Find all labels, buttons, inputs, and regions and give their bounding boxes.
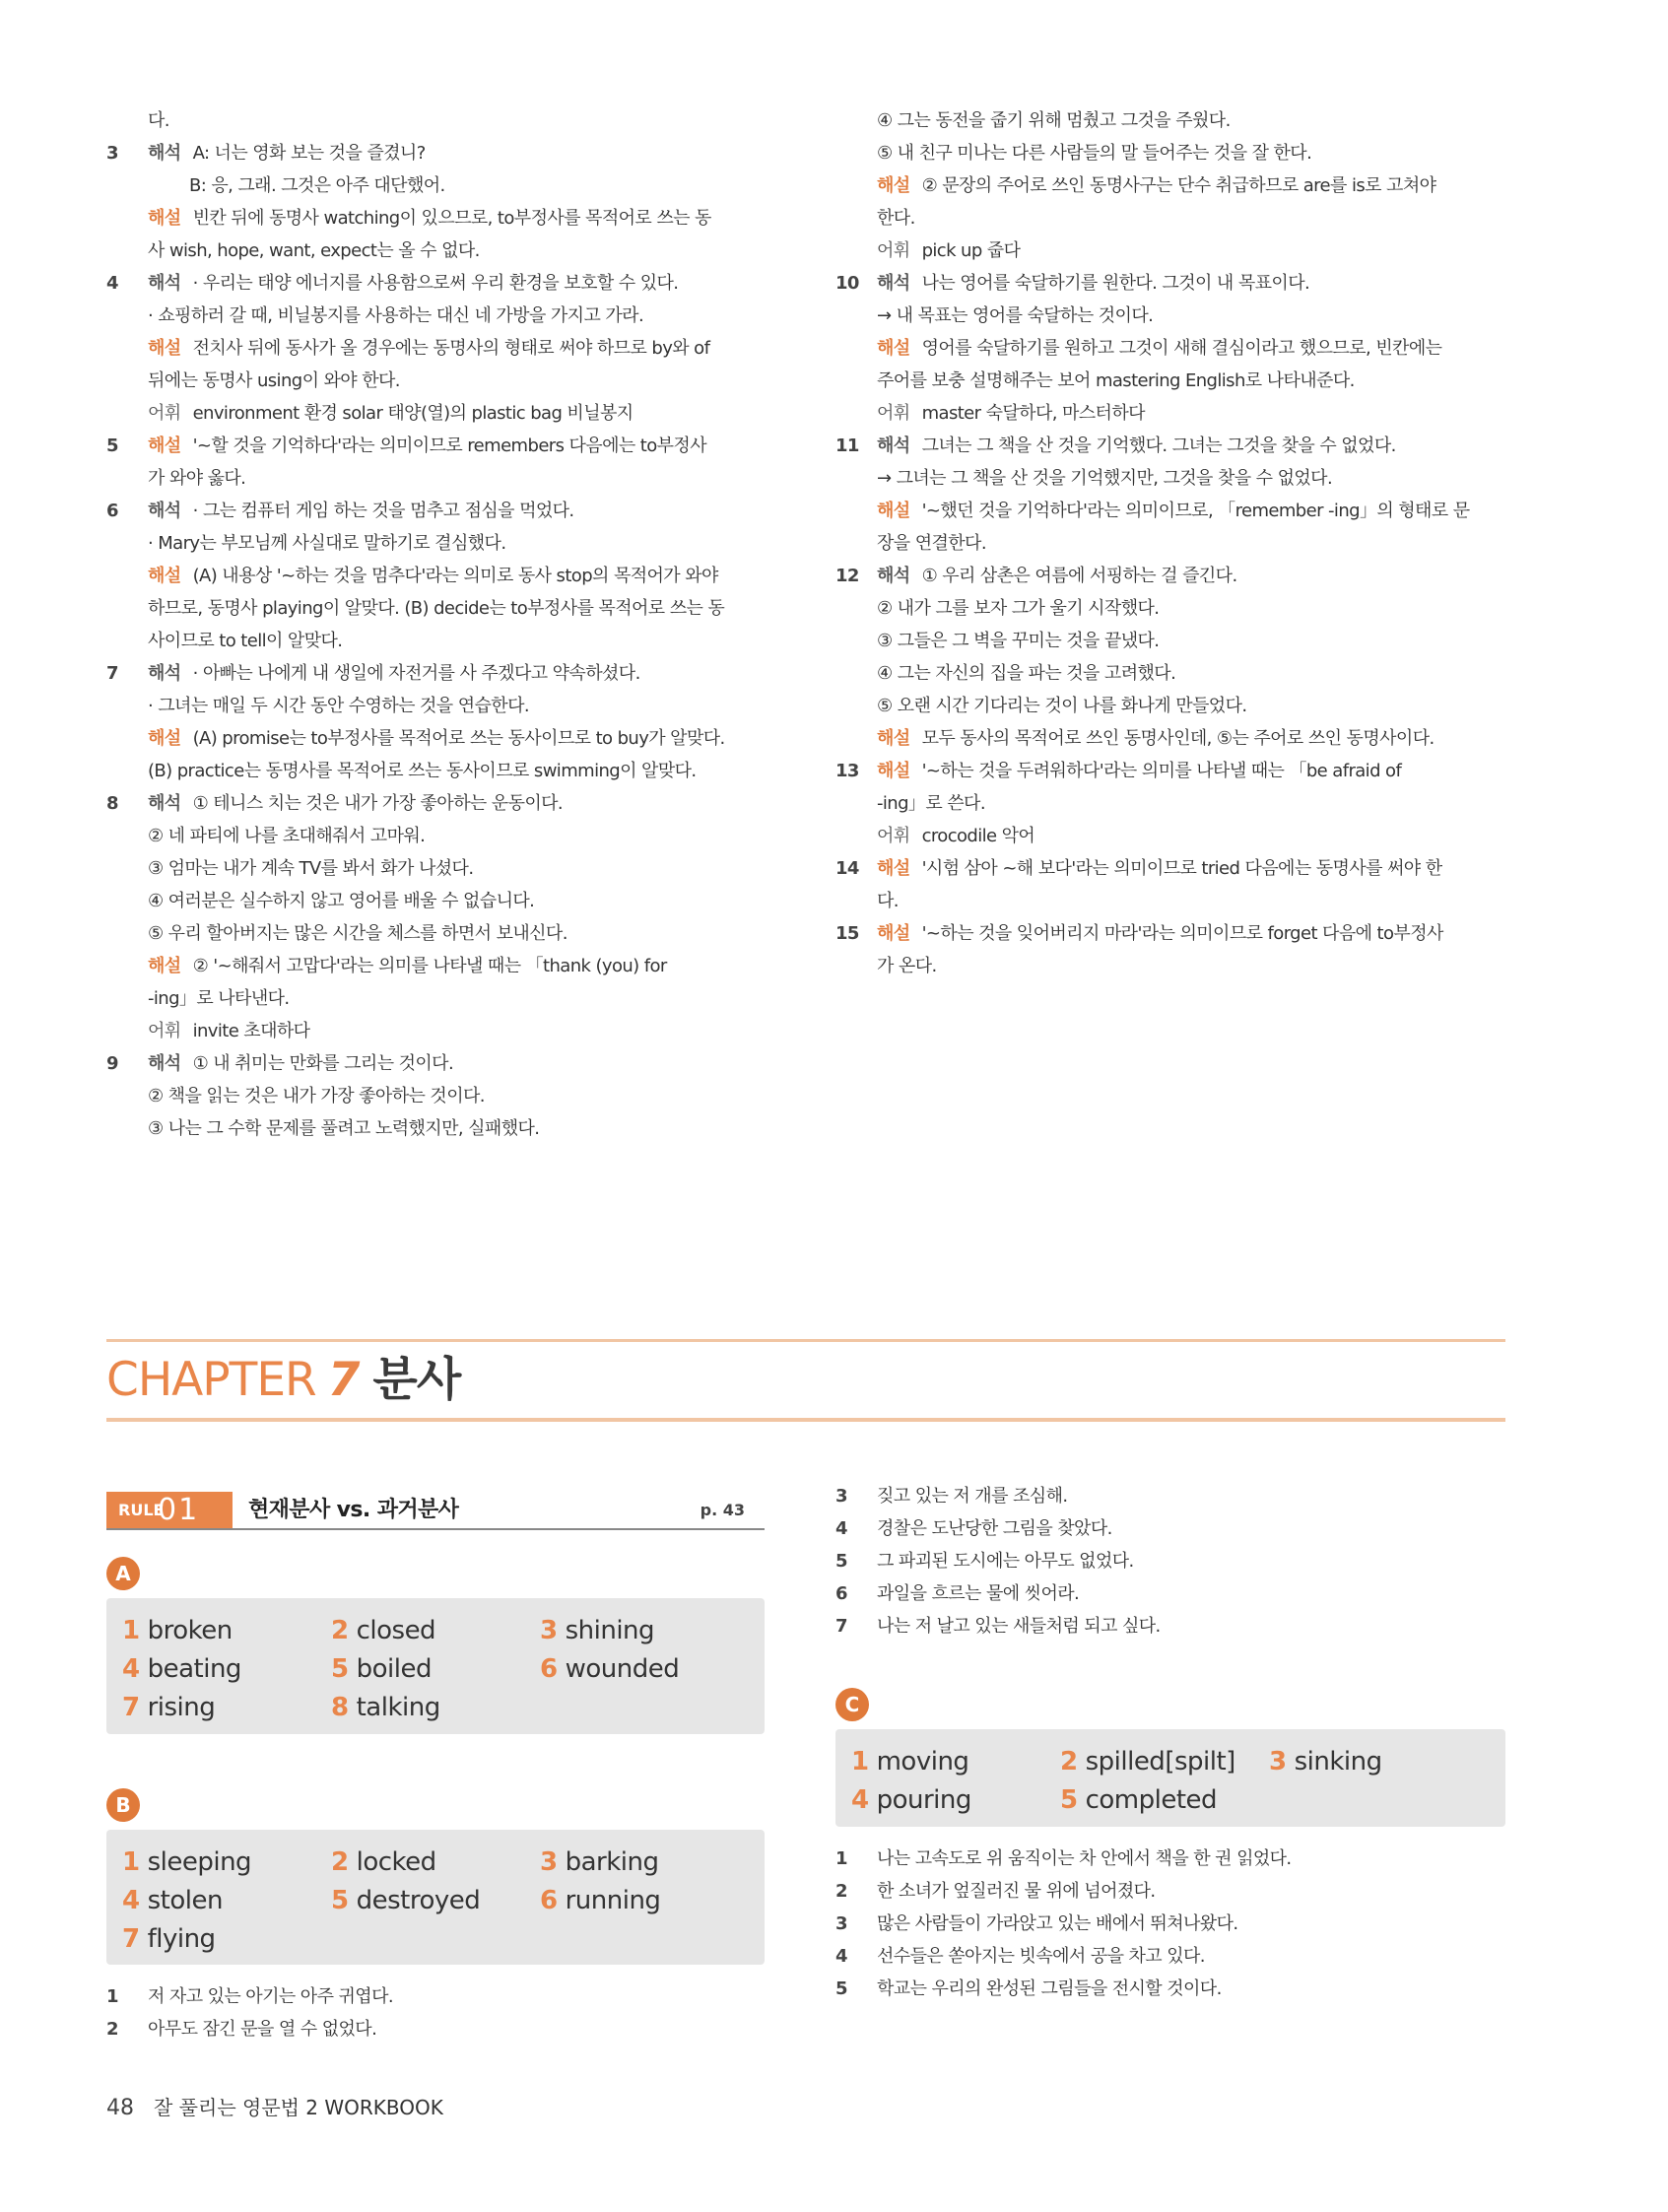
line-text: · 그는 컴퓨터 게임 하는 것을 멈추고 점심을 먹었다. bbox=[192, 501, 574, 521]
explanation-line bbox=[877, 365, 1505, 397]
explanation-line bbox=[877, 235, 1505, 267]
answer-item bbox=[540, 1650, 679, 1689]
explanation-line bbox=[148, 365, 768, 397]
sentence-item bbox=[106, 2013, 765, 2045]
book-title: 잘 풀리는 영문법 2 WORKBOOK bbox=[154, 2096, 443, 2119]
answer-item bbox=[122, 1650, 241, 1689]
line-text: ① 내 취미는 만화를 그리는 것이다. bbox=[192, 1053, 454, 1074]
answer-item bbox=[122, 1920, 216, 1959]
sentence-number: 2 bbox=[106, 2019, 118, 2040]
item-number: 4 bbox=[106, 273, 118, 294]
explanation-line bbox=[148, 1112, 768, 1145]
answer-text: completed bbox=[1085, 1785, 1218, 1815]
answer-text: spilled[spilt] bbox=[1085, 1747, 1235, 1776]
explanation-line bbox=[148, 267, 768, 300]
explanation-line bbox=[877, 527, 1505, 560]
item-number: 15 bbox=[835, 923, 859, 944]
answer-item bbox=[1269, 1743, 1382, 1781]
answer-text: rising bbox=[147, 1693, 216, 1722]
explanation-line bbox=[148, 820, 768, 852]
explanation-line bbox=[148, 332, 768, 365]
line-text: 영어를 숙달하기를 원하고 그것이 새해 결심이라고 했으므로, 빈칸에는 bbox=[921, 338, 1442, 359]
explanation-line bbox=[148, 852, 768, 885]
line-text: ② '~해줘서 고맙다'라는 의미를 나타낼 때는 「thank (you) for bbox=[192, 956, 667, 976]
line-tag: 해석 bbox=[148, 273, 181, 294]
line-text: ② 문장의 주어로 쓰인 동명사구는 단수 취급하므로 are를 is로 고쳐야 bbox=[921, 175, 1436, 196]
section-c-answer-box bbox=[835, 1729, 1505, 1827]
answer-number: 3 bbox=[1269, 1747, 1287, 1776]
answer-text: beating bbox=[147, 1654, 241, 1684]
answer-text: broken bbox=[147, 1616, 233, 1645]
line-tag: 어휘 bbox=[148, 403, 181, 424]
answer-number: 4 bbox=[122, 1654, 140, 1684]
line-text: pick up 줍다 bbox=[921, 240, 1021, 261]
answer-text: talking bbox=[356, 1693, 440, 1722]
answer-text: pouring bbox=[876, 1785, 971, 1815]
explanation-line bbox=[148, 657, 768, 690]
sentence-text: 짖고 있는 저 개를 조심해. bbox=[877, 1486, 1068, 1507]
sentence-number: 4 bbox=[835, 1518, 847, 1539]
explanation-line bbox=[877, 267, 1505, 300]
line-text: ② 네 파티에 나를 초대해줘서 고마워. bbox=[148, 826, 426, 846]
explanation-item bbox=[835, 852, 1505, 917]
line-tag: 해석 bbox=[148, 501, 181, 521]
line-text: ⑤ 내 친구 미나는 다른 사람들의 말 들어주는 것을 잘 한다. bbox=[877, 143, 1312, 164]
explanation-line bbox=[877, 950, 1505, 982]
line-tag: 해석 bbox=[877, 566, 910, 586]
rule-label: RULE bbox=[118, 1501, 165, 1519]
line-tag: 해설 bbox=[877, 858, 910, 879]
explanation-line bbox=[148, 560, 768, 592]
section-c-sentences bbox=[835, 1843, 1505, 2005]
line-text: 사 wish, hope, want, expect는 올 수 없다. bbox=[148, 240, 480, 261]
answer-item bbox=[122, 1843, 251, 1882]
answer-text: closed bbox=[356, 1616, 436, 1645]
line-text: 가 온다. bbox=[877, 956, 937, 976]
sentence-item bbox=[835, 1610, 1505, 1642]
sentence-number: 4 bbox=[835, 1946, 847, 1967]
answer-number: 1 bbox=[851, 1747, 869, 1776]
line-text: · Mary는 부모님께 사실대로 말하기로 결심했다. bbox=[148, 533, 506, 554]
line-text: (B) practice는 동명사를 목적어로 쓰는 동사이므로 swimming이 알맞다. bbox=[148, 761, 697, 781]
line-text: 뒤에는 동명사 using이 와야 한다. bbox=[148, 370, 400, 391]
item-number: 13 bbox=[835, 761, 859, 781]
sentence-text: 학교는 우리의 완성된 그림들을 전시할 것이다. bbox=[877, 1978, 1222, 1999]
answer-text: sinking bbox=[1294, 1747, 1382, 1776]
explanation-line bbox=[877, 722, 1505, 755]
explanation-line bbox=[148, 885, 768, 917]
answer-item bbox=[540, 1843, 658, 1882]
line-text: ⑤ 우리 할아버지는 많은 시간을 체스를 하면서 보내신다. bbox=[148, 923, 567, 944]
line-tag: 해설 bbox=[148, 956, 181, 976]
answer-item bbox=[1060, 1781, 1217, 1820]
answer-number: 7 bbox=[122, 1924, 140, 1954]
line-text: → 그녀는 그 책을 산 것을 기억했지만, 그것을 찾을 수 없었다. bbox=[877, 468, 1333, 489]
line-tag: 해설 bbox=[148, 566, 181, 586]
explanation-line bbox=[877, 592, 1505, 625]
answer-number: 6 bbox=[540, 1654, 558, 1684]
explanation-line bbox=[148, 1080, 768, 1112]
sentence-item bbox=[835, 1480, 1505, 1512]
line-text: '시험 삼아 ~해 보다'라는 의미이므로 tried 다음에는 동명사를 써야 한 bbox=[921, 858, 1442, 879]
explanation-line bbox=[148, 137, 768, 169]
explanation-line bbox=[148, 625, 768, 657]
explanation-line bbox=[148, 592, 768, 625]
rule-badge bbox=[106, 1492, 233, 1529]
answer-text: wounded bbox=[565, 1654, 680, 1684]
sentence-number: 3 bbox=[835, 1486, 847, 1507]
answer-item bbox=[851, 1743, 968, 1781]
explanation-item bbox=[835, 430, 1505, 560]
explanation-item bbox=[106, 104, 768, 137]
answer-number: 2 bbox=[331, 1616, 349, 1645]
explanation-line bbox=[877, 202, 1505, 235]
explanation-line bbox=[877, 137, 1505, 169]
sentence-item bbox=[106, 1980, 765, 2013]
rule-underline bbox=[106, 1528, 765, 1530]
line-text: 전치사 뒤에 동사가 올 경우에는 동명사의 형태로 써야 하므로 by와 of bbox=[192, 338, 710, 359]
line-text: 가 와야 옳다. bbox=[148, 468, 246, 489]
explanation-item bbox=[106, 137, 768, 267]
explanation-line bbox=[877, 625, 1505, 657]
answer-item bbox=[540, 1612, 654, 1650]
line-text: ④ 그는 자신의 집을 파는 것을 고려했다. bbox=[877, 663, 1176, 684]
explanation-line bbox=[148, 462, 768, 495]
explanation-line bbox=[877, 657, 1505, 690]
section-a-badge: A bbox=[106, 1557, 140, 1590]
line-text: 주어를 보충 설명해주는 보어 mastering English로 나타내준다. bbox=[877, 370, 1355, 391]
line-text: 다. bbox=[148, 110, 169, 131]
chapter-top-rule bbox=[106, 1339, 1505, 1342]
explanation-line bbox=[877, 560, 1505, 592]
chapter-word: CHAPTER bbox=[106, 1353, 316, 1407]
answer-item bbox=[331, 1689, 440, 1727]
answer-number: 8 bbox=[331, 1693, 349, 1722]
line-tag: 해설 bbox=[148, 436, 181, 456]
explanation-item bbox=[106, 787, 768, 1047]
explanation-item bbox=[835, 104, 1505, 267]
explanation-line bbox=[877, 852, 1505, 885]
explanation-line bbox=[148, 787, 768, 820]
explanation-line bbox=[148, 950, 768, 982]
sentence-item bbox=[835, 1973, 1505, 2005]
answer-text: flying bbox=[147, 1924, 216, 1954]
answer-number: 1 bbox=[122, 1847, 140, 1877]
sentence-item bbox=[835, 1908, 1505, 1940]
sentence-item bbox=[835, 1512, 1505, 1545]
answer-item bbox=[1060, 1743, 1235, 1781]
explanation-line bbox=[877, 755, 1505, 787]
section-b-answer-box bbox=[106, 1830, 765, 1965]
explanation-item bbox=[106, 430, 768, 495]
explanation-item bbox=[835, 755, 1505, 852]
explanation-line bbox=[148, 202, 768, 235]
explanation-line bbox=[148, 430, 768, 462]
explanation-line bbox=[148, 300, 768, 332]
chapter-topic: 분사 bbox=[372, 1353, 461, 1407]
line-tag: 해설 bbox=[877, 338, 910, 359]
explanation-item bbox=[835, 917, 1505, 982]
explanation-line bbox=[877, 300, 1505, 332]
answer-number: 5 bbox=[331, 1886, 349, 1915]
line-tag: 해석 bbox=[148, 143, 181, 164]
answer-item bbox=[331, 1650, 432, 1689]
answer-text: running bbox=[565, 1886, 661, 1915]
explanation-item bbox=[106, 1047, 768, 1145]
explanation-item bbox=[106, 495, 768, 657]
line-text: ④ 그는 동전을 줍기 위해 멈췄고 그것을 주웠다. bbox=[877, 110, 1231, 131]
answer-text: locked bbox=[356, 1847, 436, 1877]
line-text: 그녀는 그 책을 산 것을 기억했다. 그녀는 그것을 찾을 수 없었다. bbox=[921, 436, 1396, 456]
answer-item bbox=[122, 1689, 215, 1727]
item-number: 9 bbox=[106, 1053, 118, 1074]
chapter-title bbox=[106, 1350, 460, 1411]
explanation-line bbox=[877, 885, 1505, 917]
answer-item bbox=[122, 1612, 233, 1650]
item-number: 6 bbox=[106, 501, 118, 521]
sentence-item bbox=[835, 1843, 1505, 1875]
line-text: ② 책을 읽는 것은 내가 가장 좋아하는 것이다. bbox=[148, 1086, 485, 1106]
line-tag: 어휘 bbox=[877, 403, 910, 424]
line-text: ⑤ 오랜 시간 기다리는 것이 나를 화나게 만들었다. bbox=[877, 696, 1247, 716]
sentence-text: 아무도 잠긴 문을 열 수 없었다. bbox=[148, 2019, 377, 2040]
line-text: · 쇼핑하러 갈 때, 비닐봉지를 사용하는 대신 네 가방을 가지고 가라. bbox=[148, 305, 644, 326]
line-text: → 내 목표는 영어를 숙달하는 것이다. bbox=[877, 305, 1154, 326]
explanation-item bbox=[835, 267, 1505, 430]
line-text: -ing」로 쓴다. bbox=[877, 793, 985, 814]
answer-text: barking bbox=[565, 1847, 659, 1877]
answer-item bbox=[851, 1781, 971, 1820]
answer-text: boiled bbox=[356, 1654, 432, 1684]
sentence-item bbox=[835, 1577, 1505, 1610]
answer-number: 4 bbox=[122, 1886, 140, 1915]
line-tag: 해설 bbox=[148, 728, 181, 749]
line-text: ③ 나는 그 수학 문제를 풀려고 노력했지만, 실패했다. bbox=[148, 1118, 540, 1139]
sentence-number: 1 bbox=[835, 1848, 847, 1869]
item-number: 10 bbox=[835, 273, 859, 294]
explanation-line bbox=[877, 169, 1505, 202]
line-text: (A) promise는 to부정사를 목적어로 쓰는 동사이므로 to buy가 알맞다. bbox=[192, 728, 725, 749]
sentence-text: 많은 사람들이 가라앉고 있는 배에서 뛰쳐나왔다. bbox=[877, 1913, 1238, 1934]
explanation-line bbox=[877, 787, 1505, 820]
chapter-bottom-rule bbox=[106, 1418, 1505, 1422]
line-text: ② 내가 그를 보자 그가 울기 시작했다. bbox=[877, 598, 1160, 619]
answer-text: sleeping bbox=[147, 1847, 252, 1877]
section-b-sentences-left bbox=[106, 1980, 765, 2045]
explanation-line bbox=[148, 917, 768, 950]
line-text: 다. bbox=[877, 891, 899, 911]
sentence-number: 7 bbox=[835, 1616, 847, 1637]
line-text: environment 환경 solar 태양(열)의 plastic bag 비닐봉지 bbox=[192, 403, 634, 424]
explanation-line bbox=[148, 1047, 768, 1080]
sentence-text: 나는 고속도로 위 움직이는 차 안에서 책을 한 권 읽었다. bbox=[877, 1848, 1292, 1869]
answer-item bbox=[331, 1843, 436, 1882]
line-text: ① 우리 삼촌은 여름에 서핑하는 걸 즐긴다. bbox=[921, 566, 1237, 586]
line-text: '~했던 것을 기억하다'라는 의미이므로, 「remember -ing」의 형태로 문 bbox=[921, 501, 1470, 521]
sentence-text: 선수들은 쏟아지는 빗속에서 공을 차고 있다. bbox=[877, 1946, 1205, 1967]
line-text: ④ 여러분은 실수하지 않고 영어를 배울 수 없습니다. bbox=[148, 891, 535, 911]
sentence-item bbox=[835, 1940, 1505, 1973]
sentence-text: 저 자고 있는 아기는 아주 귀엽다. bbox=[148, 1986, 393, 2007]
explanation-line bbox=[877, 462, 1505, 495]
explanation-line bbox=[148, 104, 768, 137]
sentence-text: 과일을 흐르는 물에 씻어라. bbox=[877, 1583, 1080, 1604]
answer-text: destroyed bbox=[356, 1886, 481, 1915]
line-text: 하므로, 동명사 playing이 알맞다. (B) decide는 to부정사를 목적어로 쓰는 동 bbox=[148, 598, 725, 619]
explanation-line bbox=[877, 495, 1505, 527]
explanation-line bbox=[148, 755, 768, 787]
line-tag: 어휘 bbox=[148, 1021, 181, 1041]
sentence-text: 한 소녀가 엎질러진 물 위에 넘어졌다. bbox=[877, 1881, 1156, 1902]
line-tag: 해석 bbox=[877, 436, 910, 456]
answer-number: 6 bbox=[540, 1886, 558, 1915]
item-number: 11 bbox=[835, 436, 859, 456]
sentence-item bbox=[835, 1875, 1505, 1908]
line-tag: 해설 bbox=[148, 208, 181, 229]
rule-header bbox=[106, 1492, 765, 1529]
sentence-number: 5 bbox=[835, 1978, 847, 1999]
explanation-line bbox=[877, 104, 1505, 137]
section-a-answer-box bbox=[106, 1598, 765, 1734]
left-explanations bbox=[106, 104, 768, 1145]
rule-title: 현재분사 vs. 과거분사 bbox=[248, 1498, 459, 1522]
explanation-line bbox=[148, 1015, 768, 1047]
page-number: 48 bbox=[106, 2096, 134, 2120]
line-text: 모두 동사의 목적어로 쓰인 동명사인데, ⑤는 주어로 쓰인 동명사이다. bbox=[921, 728, 1434, 749]
explanation-line bbox=[148, 527, 768, 560]
line-tag: 어휘 bbox=[877, 826, 910, 846]
explanation-line bbox=[148, 169, 768, 202]
line-text: · 아빠는 나에게 내 생일에 자전거를 사 주겠다고 약속하셨다. bbox=[192, 663, 640, 684]
sentence-text: 경찰은 도난당한 그림을 찾았다. bbox=[877, 1518, 1112, 1539]
section-c-badge: C bbox=[835, 1688, 869, 1721]
page-footer bbox=[106, 2093, 443, 2123]
answer-item bbox=[122, 1882, 223, 1920]
line-text: 한다. bbox=[877, 208, 915, 229]
line-text: crocodile 악어 bbox=[921, 826, 1035, 846]
explanation-line bbox=[877, 397, 1505, 430]
sentence-number: 6 bbox=[835, 1583, 847, 1604]
line-text: 장을 연결한다. bbox=[877, 533, 986, 554]
line-text: B: 응, 그래. 그것은 아주 대단했어. bbox=[189, 175, 445, 196]
line-text: · 그녀는 매일 두 시간 동안 수영하는 것을 연습한다. bbox=[148, 696, 529, 716]
answer-number: 1 bbox=[122, 1616, 140, 1645]
explanation-line bbox=[148, 982, 768, 1015]
line-tag: 해석 bbox=[877, 273, 910, 294]
explanation-line bbox=[148, 235, 768, 267]
sentence-text: 나는 저 날고 있는 새들처럼 되고 싶다. bbox=[877, 1616, 1161, 1637]
section-b-sentences-right bbox=[835, 1480, 1505, 1642]
sentence-item bbox=[835, 1545, 1505, 1577]
line-tag: 해석 bbox=[148, 1053, 181, 1074]
explanation-item bbox=[835, 560, 1505, 755]
explanation-line bbox=[148, 397, 768, 430]
answer-number: 5 bbox=[331, 1654, 349, 1684]
sentence-number: 1 bbox=[106, 1986, 118, 2007]
line-tag: 해설 bbox=[877, 923, 910, 944]
line-text: -ing」로 나타낸다. bbox=[148, 988, 290, 1009]
answer-number: 2 bbox=[1060, 1747, 1078, 1776]
item-number: 7 bbox=[106, 663, 118, 684]
line-text: '~할 것을 기억하다'라는 의미이므로 remembers 다음에는 to부정사 bbox=[192, 436, 707, 456]
line-text: '~하는 것을 잊어버리지 마라'라는 의미이므로 forget 다음에 to부정사 bbox=[921, 923, 1443, 944]
line-tag: 해설 bbox=[877, 761, 910, 781]
answer-number: 5 bbox=[1060, 1785, 1078, 1815]
item-number: 3 bbox=[106, 143, 118, 164]
explanation-line bbox=[877, 820, 1505, 852]
rule-page-ref: p. 43 bbox=[700, 1501, 745, 1519]
sentence-text: 그 파괴된 도시에는 아무도 없었다. bbox=[877, 1551, 1134, 1572]
explanation-line bbox=[877, 917, 1505, 950]
rule-number: 01 bbox=[158, 1493, 200, 1527]
sentence-number: 5 bbox=[835, 1551, 847, 1572]
line-text: 빈칸 뒤에 동명사 watching이 있으므로, to부정사를 목적어로 쓰는 동 bbox=[192, 208, 711, 229]
line-text: ③ 엄마는 내가 계속 TV를 봐서 화가 나셨다. bbox=[148, 858, 474, 879]
item-number: 5 bbox=[106, 436, 118, 456]
line-text: ① 테니스 치는 것은 내가 가장 좋아하는 운동이다. bbox=[192, 793, 564, 814]
explanation-item bbox=[106, 657, 768, 787]
answer-number: 3 bbox=[540, 1616, 558, 1645]
explanation-line bbox=[148, 690, 768, 722]
answer-number: 2 bbox=[331, 1847, 349, 1877]
item-number: 14 bbox=[835, 858, 859, 879]
explanation-item bbox=[106, 267, 768, 430]
answer-number: 7 bbox=[122, 1693, 140, 1722]
right-explanations bbox=[835, 104, 1505, 982]
line-tag: 해설 bbox=[877, 728, 910, 749]
line-tag: 해설 bbox=[877, 501, 910, 521]
answer-text: shining bbox=[565, 1616, 655, 1645]
item-number: 12 bbox=[835, 566, 859, 586]
line-tag: 해석 bbox=[148, 663, 181, 684]
line-text: A: 너는 영화 보는 것을 즐겼니? bbox=[192, 143, 426, 164]
line-text: ③ 그들은 그 벽을 꾸미는 것을 끝냈다. bbox=[877, 631, 1160, 651]
line-text: 나는 영어를 숙달하기를 원한다. 그것이 내 목표이다. bbox=[921, 273, 1310, 294]
explanation-line bbox=[148, 495, 768, 527]
answer-text: moving bbox=[876, 1747, 969, 1776]
explanation-line bbox=[877, 430, 1505, 462]
answer-number: 4 bbox=[851, 1785, 869, 1815]
line-text: · 우리는 태양 에너지를 사용함으로써 우리 환경을 보호할 수 있다. bbox=[192, 273, 679, 294]
answer-text: stolen bbox=[147, 1886, 223, 1915]
line-text: (A) 내용상 '~하는 것을 멈추다'라는 의미로 동사 stop의 목적어가 와야 bbox=[192, 566, 718, 586]
answer-item bbox=[331, 1612, 435, 1650]
item-number: 8 bbox=[106, 793, 118, 814]
explanation-line bbox=[148, 722, 768, 755]
sentence-number: 3 bbox=[835, 1913, 847, 1934]
line-text: '~하는 것을 두려워하다'라는 의미를 나타낼 때는 「be afraid of bbox=[921, 761, 1402, 781]
line-text: master 숙달하다, 마스터하다 bbox=[921, 403, 1145, 424]
sentence-number: 2 bbox=[835, 1881, 847, 1902]
line-text: invite 초대하다 bbox=[192, 1021, 310, 1041]
answer-number: 3 bbox=[540, 1847, 558, 1877]
chapter-number: 7 bbox=[327, 1353, 360, 1407]
answer-item bbox=[331, 1882, 480, 1920]
explanation-line bbox=[877, 690, 1505, 722]
line-text: 사이므로 to tell이 알맞다. bbox=[148, 631, 343, 651]
explanation-line bbox=[877, 332, 1505, 365]
line-tag: 해석 bbox=[148, 793, 181, 814]
answer-item bbox=[540, 1882, 660, 1920]
section-b-badge: B bbox=[106, 1788, 140, 1822]
line-tag: 해설 bbox=[877, 175, 910, 196]
line-tag: 어휘 bbox=[877, 240, 910, 261]
line-tag: 해설 bbox=[148, 338, 181, 359]
